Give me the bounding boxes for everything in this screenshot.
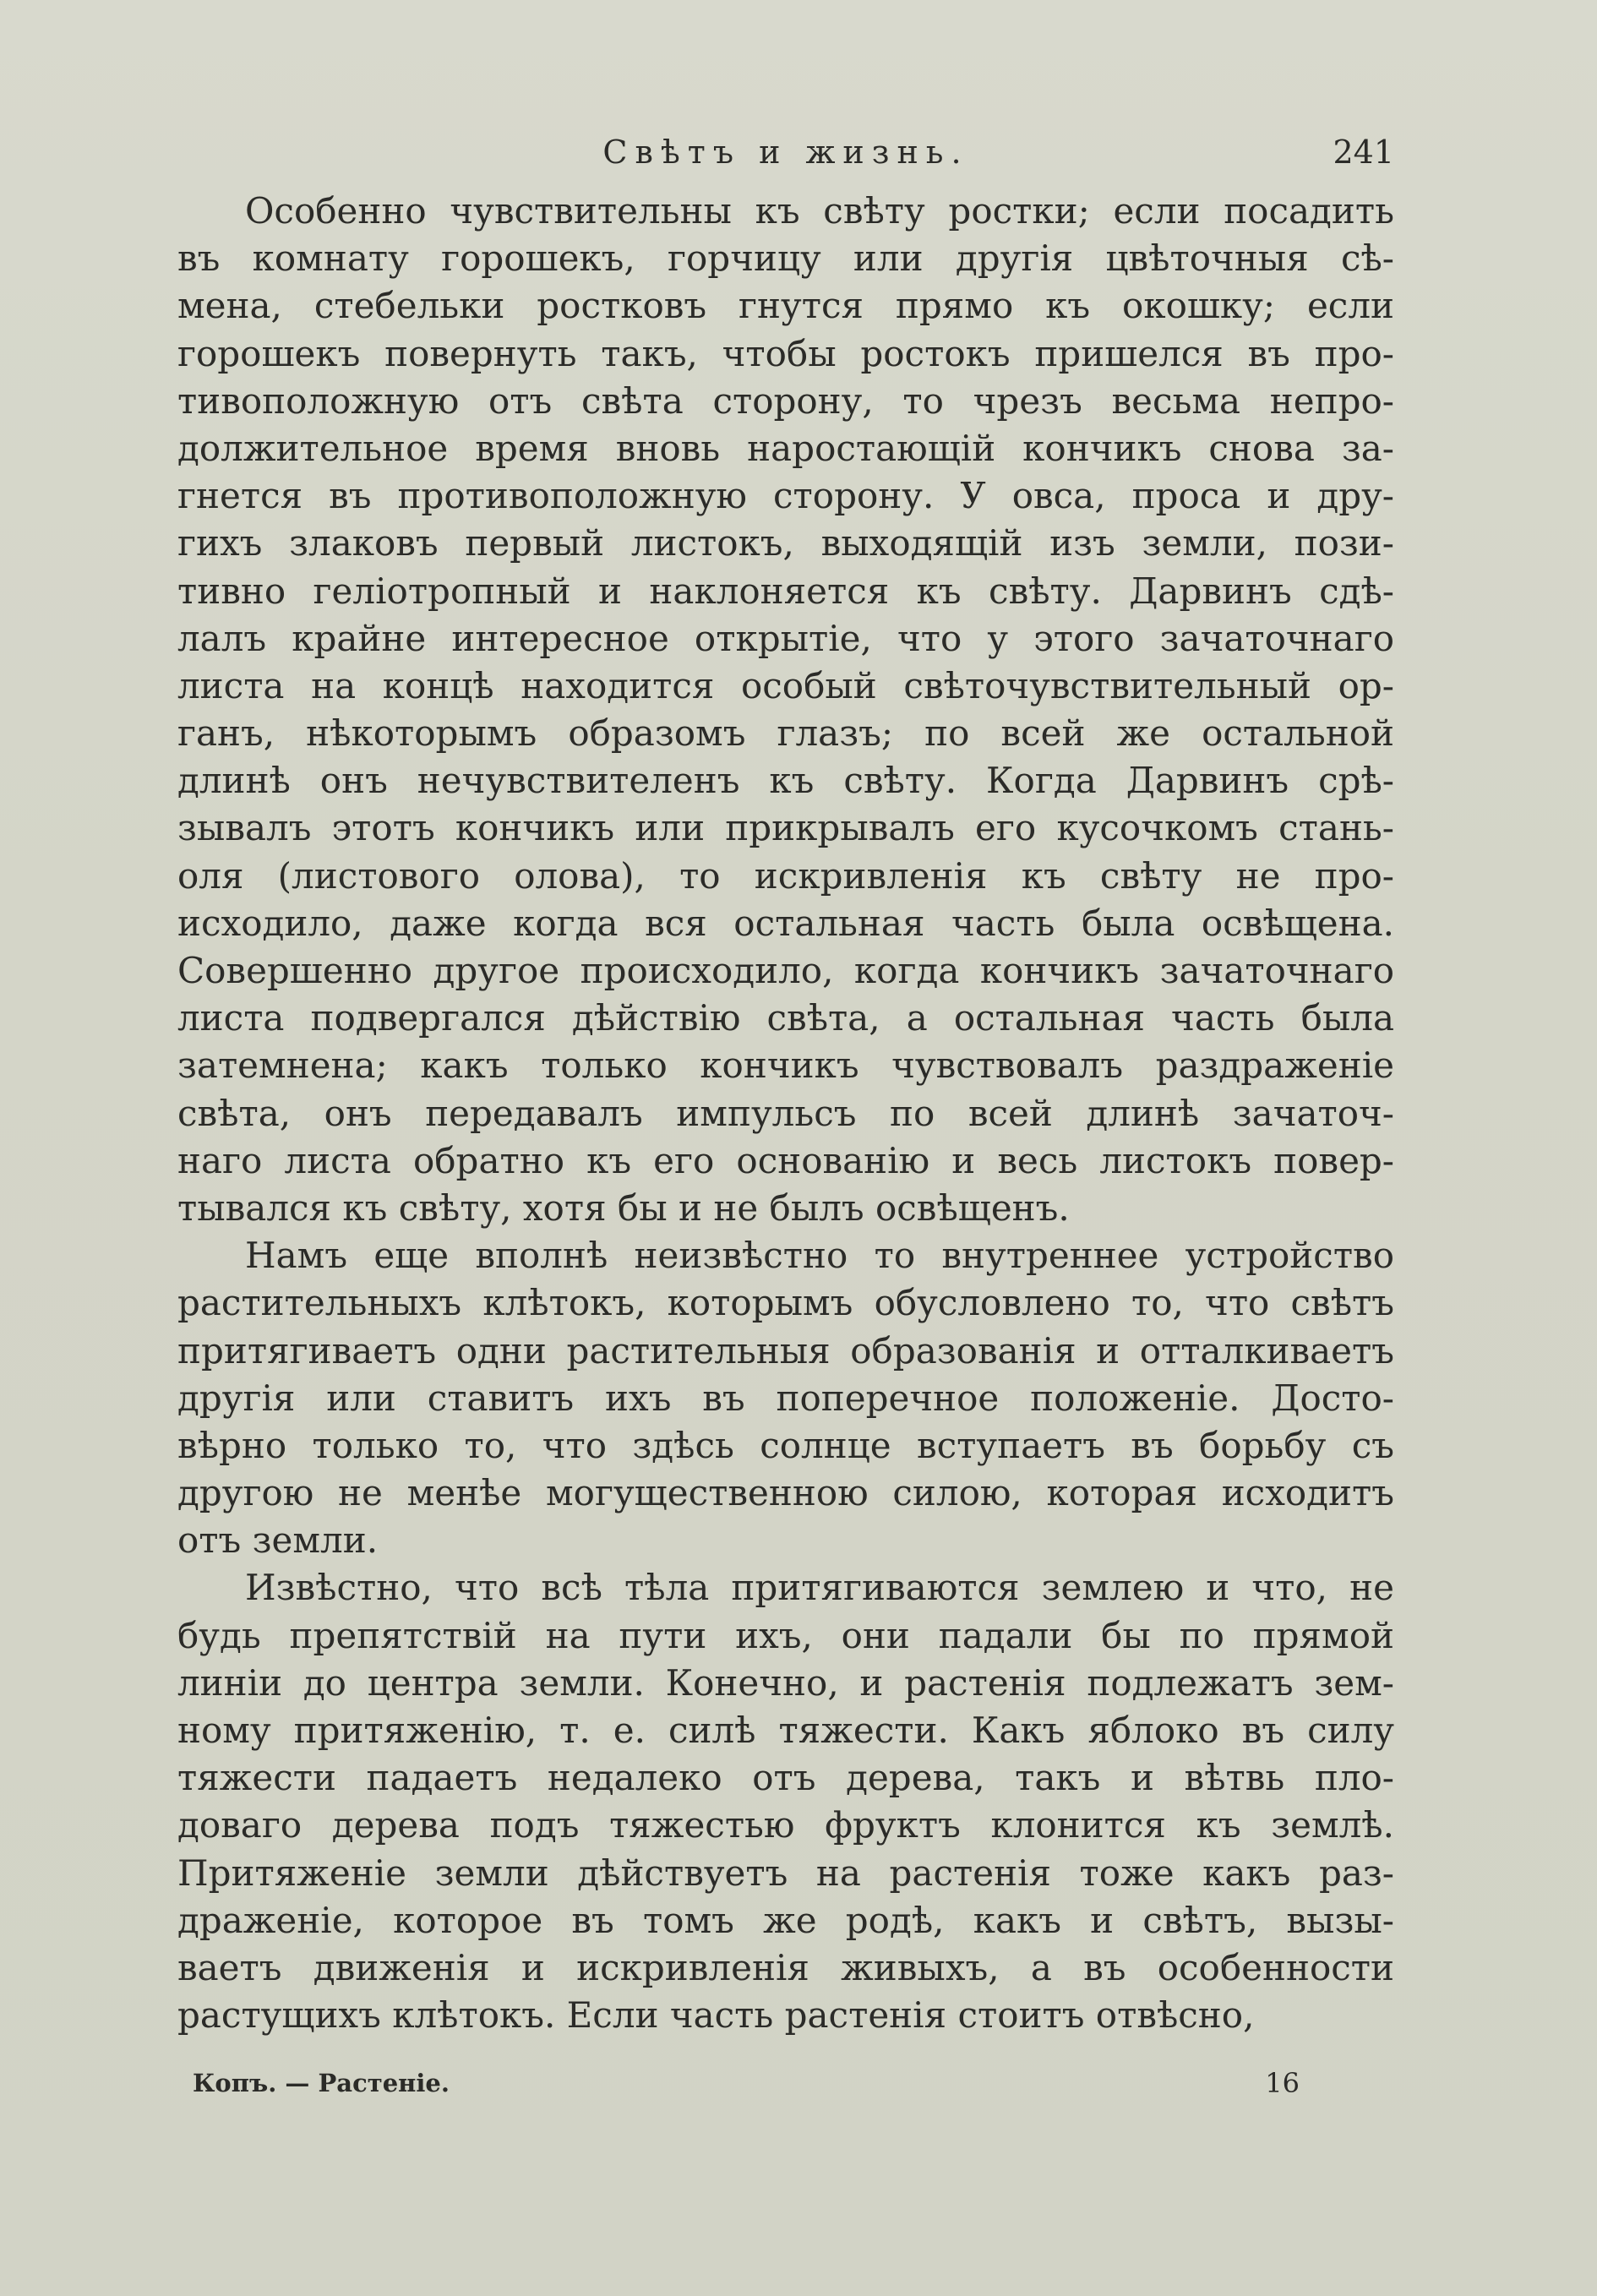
text-line: тивно геліотропный и наклоняется къ свѣту. Дарвинъ сдѣ- [177,570,1394,612]
text-line: драженіе, которое въ томъ же родѣ, какъ и свѣтъ, вызы- [177,1899,1394,1941]
text-line: растущихъ клѣтокъ. Если часть растенія стоитъ отвѣсно, [177,1994,1255,2037]
text-line: зывалъ этотъ кончикъ или прикрывалъ его кусочкомъ стань- [177,807,1394,849]
text-line: мена, стебельки ростковъ гнутся прямо къ окошку; если [177,285,1394,327]
text-line: притягиваетъ одни растительныя образованія и отталкиваетъ [177,1329,1394,1372]
text-line: ганъ, нѣкоторымъ образомъ глазъ; по всей же остальной [177,712,1394,755]
text-line: горошекъ повернуть такъ, чтобы ростокъ пришелся въ про- [177,332,1394,374]
text-line: другія или ставитъ ихъ въ поперечное положеніе. Досто- [177,1377,1394,1419]
text-line: Особенно чувствительны къ свѣту ростки; если посадить [245,190,1394,232]
text-line: Совершенно другое происходило, когда кончикъ зачаточнаго [177,950,1394,991]
text-line: тивоположную отъ свѣта сторону, то чрезъ весьма непро- [177,379,1394,422]
text-line: листа на концѣ находится особый свѣточувствительный ор- [177,664,1394,706]
text-line: лалъ крайне интересное открытіе, что у этого зачаточнаго [177,617,1394,659]
paragraph [177,1564,1394,2039]
text-line: доваго дерева подъ тяжестью фруктъ клонится къ землѣ. [177,1804,1394,1846]
text-line: ваетъ движенія и искривленія живыхъ, а въ особенности [177,1946,1394,1988]
text-line: будь препятствій на пути ихъ, они падали бы по прямой [177,1614,1394,1656]
text-line: отъ земли. [177,1519,379,1562]
text-line: вѣрно только то, что здѣсь солнце вступаетъ въ борьбу съ [177,1424,1394,1466]
running-head [177,127,1394,177]
paragraph [177,1232,1394,1564]
page-number: 241 [1333,134,1394,171]
text-line: наго листа обратно къ его основанію и весь листокъ повер- [177,1139,1394,1181]
text-line: гнется въ противоположную сторону. У овса, проса и дру- [177,475,1394,517]
text-line: длинѣ онъ нечувствителенъ къ свѣту. Когда Дарвинъ срѣ- [177,760,1394,802]
text-line: другою не менѣе могущественною силою, которая исходитъ [177,1472,1394,1514]
text-line: должительное время вновь наростающій кончикъ снова за- [177,427,1394,469]
page-footer [193,2062,1300,2104]
text-line: въ комнату горошекъ, горчицу или другія цвѣточныя сѣ- [177,237,1394,280]
text-line: тывался къ свѣту, хотя бы и не былъ освѣщенъ. [177,1186,1070,1229]
body-text [177,188,1394,2039]
signature-mark: Копъ. — Растеніе. [193,2069,450,2097]
text-line: Намъ еще вполнѣ неизвѣстно то внутреннее устройство [245,1235,1394,1277]
text-line: ному притяженію, т. е. силѣ тяжести. Какъ яблоко въ силу [177,1710,1394,1751]
text-line: растительныхъ клѣтокъ, которымъ обусловлено то, что свѣтъ [177,1282,1394,1324]
text-line: листа подвергался дѣйствію свѣта, а остальная часть была [177,997,1394,1039]
paragraph [177,188,1394,1232]
text-line: затемнена; какъ только кончикъ чувствовалъ раздраженіе [177,1044,1394,1087]
text-line: Притяженіе земли дѣйствуетъ на растенія тоже какъ раз- [177,1852,1394,1894]
running-title: Свѣтъ и жизнь. [602,134,969,171]
text-line: тяжести падаетъ недалеко отъ дерева, такъ и вѣтвь пло- [177,1757,1394,1799]
text-line: Извѣстно, что всѣ тѣла притягиваются землею и что, не [245,1567,1394,1609]
sheet-number: 16 [1265,2067,1300,2099]
text-line: оля (листового олова), то искривленія къ свѣту не про- [177,854,1394,897]
text-line: линіи до центра земли. Конечно, и растенія подлежатъ зем- [177,1661,1394,1704]
text-line: свѣта, онъ передавалъ импульсъ по всей длинѣ зачаточ- [177,1092,1394,1134]
text-line: гихъ злаковъ первый листокъ, выходящій изъ земли, пози- [177,522,1394,564]
text-line: исходило, даже когда вся остальная часть была освѣщена. [177,902,1394,944]
